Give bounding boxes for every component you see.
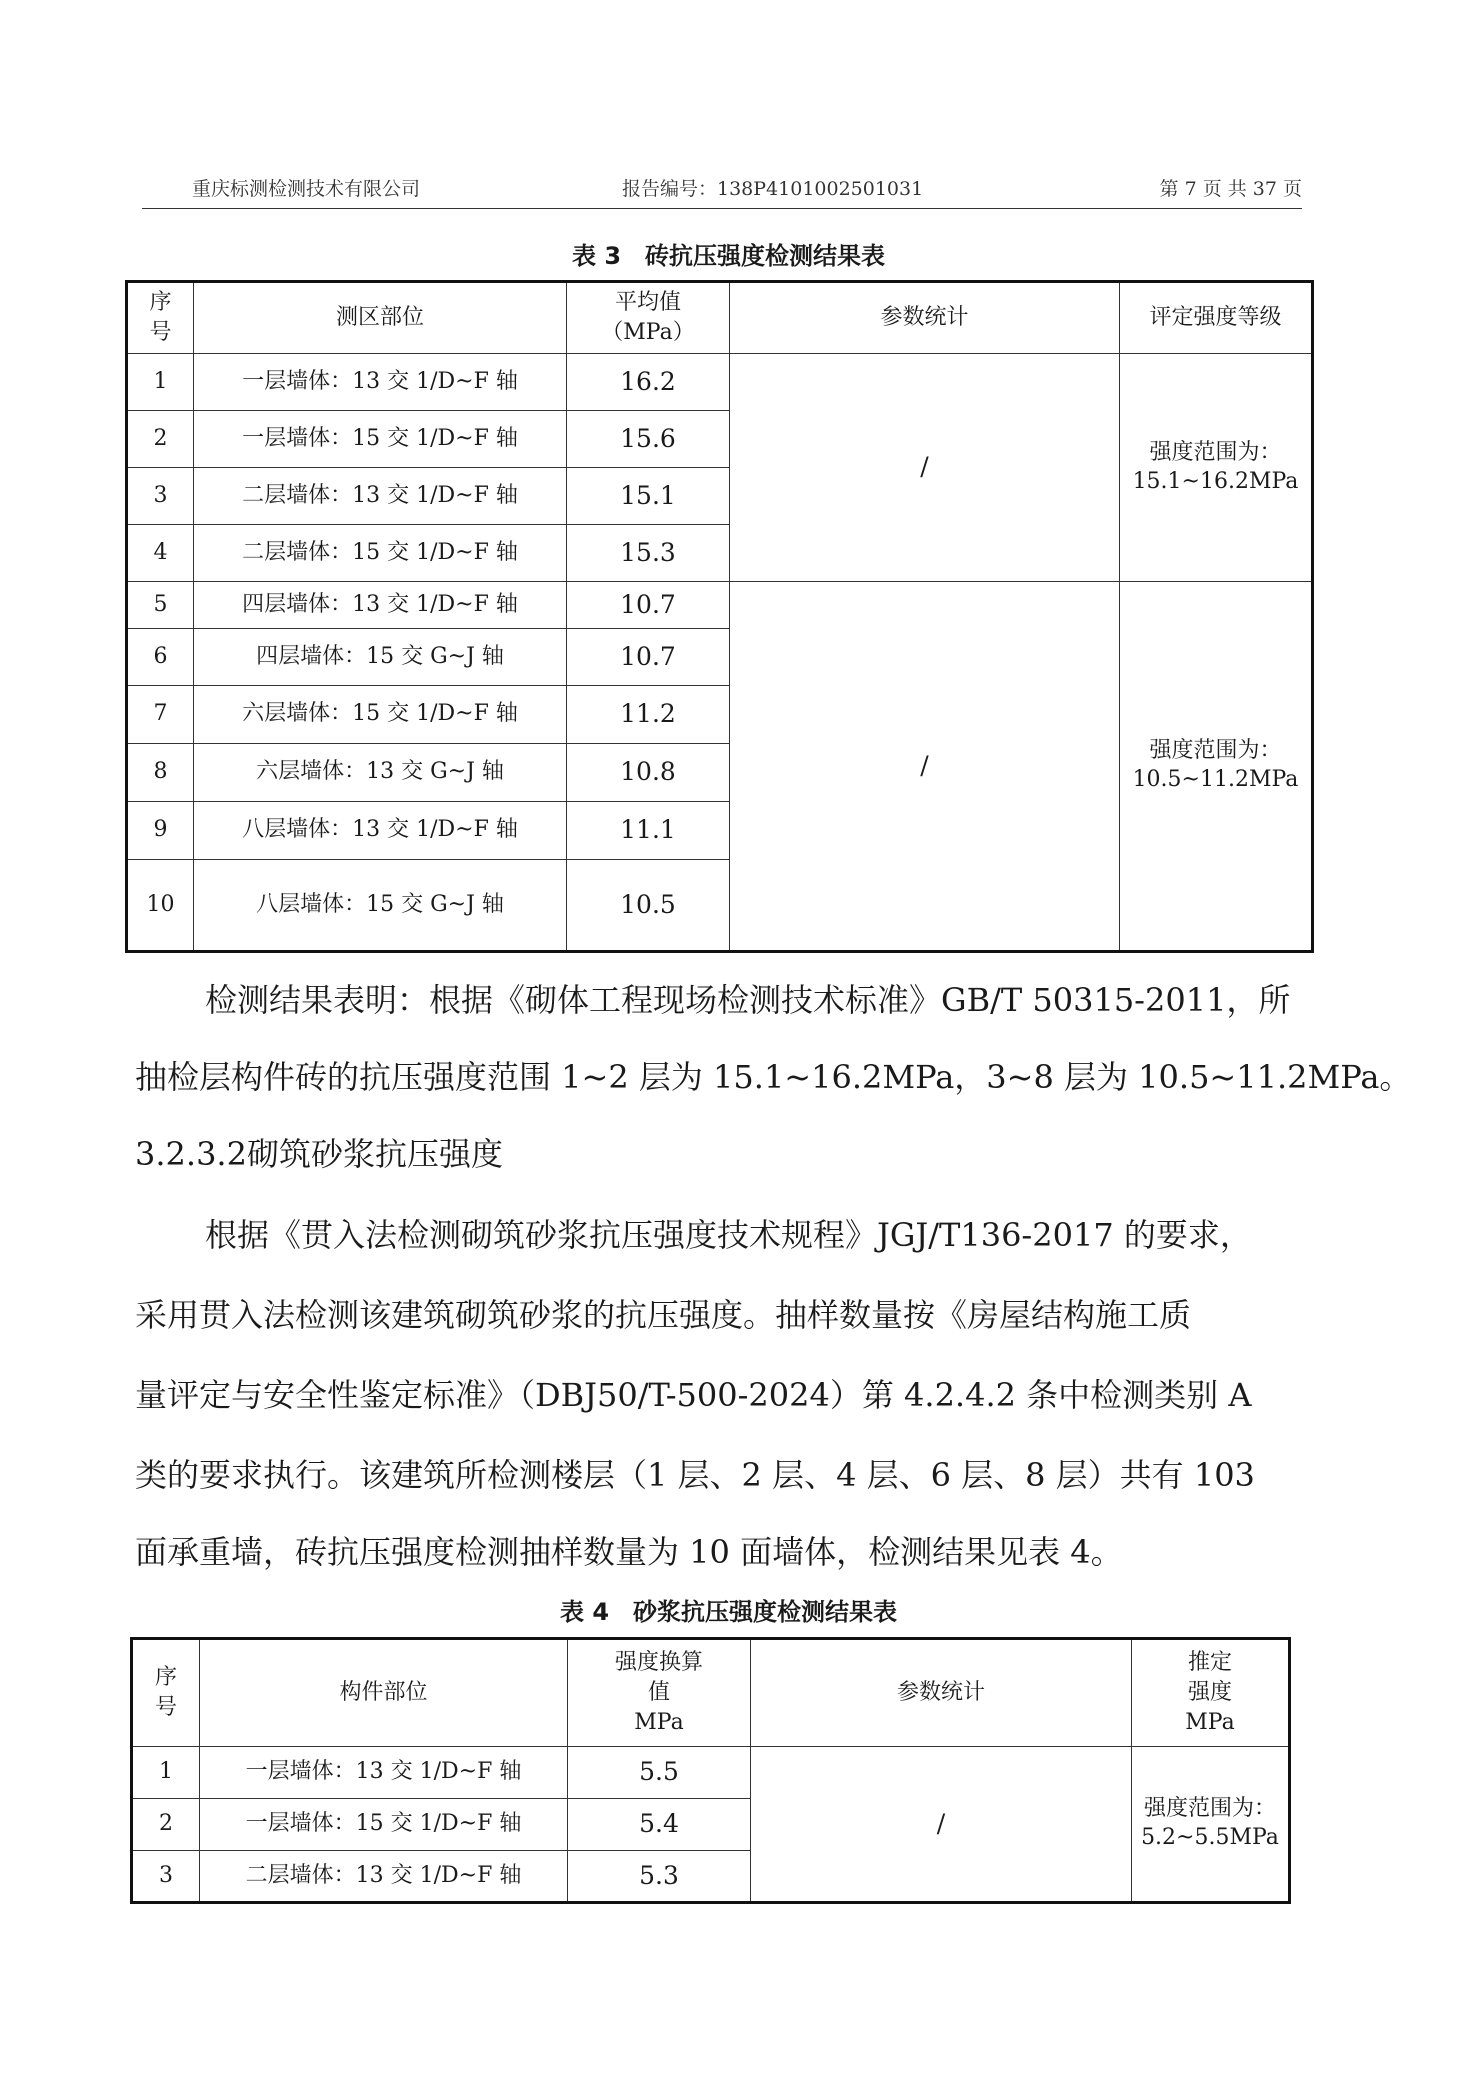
method-paragraph-line2: 采用贯入法检测该建筑砌筑砂浆的抗压强度。抽样数量按《房屋结构施工质: [135, 1296, 1192, 1334]
row-value: 15.6: [567, 411, 730, 468]
table3-brick-strength: [125, 280, 1314, 953]
row-location: 一层墙体：15 交 1/D~F 轴: [194, 411, 567, 468]
row-location: 四层墙体：13 交 1/D~F 轴: [194, 582, 567, 629]
page-header: [142, 168, 1302, 209]
table3-group1-stats: /: [730, 354, 1120, 582]
row-no: 1: [132, 1747, 200, 1799]
grade-line1: 强度范围为：: [1149, 439, 1282, 465]
grade-line1: 强度范围为：: [1149, 738, 1282, 764]
row-location: 一层墙体：13 交 1/D~F 轴: [200, 1747, 568, 1799]
table4-header-estimated: 推定 强度 MPa: [1132, 1639, 1290, 1747]
row-value: 15.1: [567, 468, 730, 525]
row-location: 一层墙体：13 交 1/D~F 轴: [194, 354, 567, 411]
row-location: 八层墙体：13 交 1/D~F 轴: [194, 802, 567, 860]
method-paragraph-line3: 量评定与安全性鉴定标准》（DBJ50/T-500-2024）第 4.2.4.2 条中检测类别 A: [135, 1376, 1252, 1414]
row-no: 3: [127, 468, 194, 525]
row-location: 二层墙体：15 交 1/D~F 轴: [194, 525, 567, 582]
grade-line2: 5.2~5.5MPa: [1141, 1825, 1279, 1850]
page-number: 第 7 页 共 37 页: [1159, 178, 1302, 200]
table3-header-no: 序 号: [127, 282, 194, 354]
table3-header-average: 平均值 （MPa）: [567, 282, 730, 354]
row-no: 9: [127, 802, 194, 860]
table3-caption: 表 3 砖抗压强度检测结果表: [571, 242, 886, 270]
table-row: [132, 1747, 1290, 1799]
table3-group2-grade: [1120, 582, 1313, 952]
row-no: 8: [127, 744, 194, 802]
row-value: 16.2: [567, 354, 730, 411]
table3-group2-stats: /: [730, 582, 1120, 952]
table3-group1-grade: [1120, 354, 1313, 582]
row-no: 1: [127, 354, 194, 411]
row-location: 二层墙体：13 交 1/D~F 轴: [200, 1851, 568, 1903]
company-name: 重庆标测检测技术有限公司: [192, 178, 421, 200]
table4-caption: 表 4 砂浆抗压强度检测结果表: [559, 1598, 898, 1626]
row-value: 11.2: [567, 686, 730, 744]
table-row: [127, 582, 1313, 629]
row-value: 5.4: [568, 1799, 751, 1851]
table3-header-grade: 评定强度等级: [1120, 282, 1313, 354]
result-paragraph-line2: 抽检层构件砖的抗压强度范围 1~2 层为 15.1~16.2MPa，3~8 层为 10.5~11.2MPa。: [135, 1058, 1412, 1096]
row-location: 六层墙体：13 交 G~J 轴: [194, 744, 567, 802]
result-paragraph-line1: 检测结果表明：根据《砌体工程现场检测技术标准》GB/T 50315-2011，所: [205, 981, 1291, 1019]
table3-header-stats: 参数统计: [730, 282, 1120, 354]
row-location: 四层墙体：15 交 G~J 轴: [194, 629, 567, 686]
grade-line2: 10.5~11.2MPa: [1132, 767, 1299, 792]
table4-group1-stats: /: [751, 1747, 1132, 1903]
table4-header-no: 序 号: [132, 1639, 200, 1747]
row-no: 10: [127, 860, 194, 952]
row-value: 15.3: [567, 525, 730, 582]
table-row: [127, 354, 1313, 411]
grade-line1: 强度范围为：: [1143, 1796, 1276, 1822]
row-no: 7: [127, 686, 194, 744]
method-paragraph-line4: 类的要求执行。该建筑所检测楼层（1 层、2 层、4 层、6 层、8 层）共有 103: [135, 1456, 1255, 1494]
row-value: 10.7: [567, 582, 730, 629]
table4-group1-grade: [1132, 1747, 1290, 1903]
method-paragraph-line1: 根据《贯入法检测砌筑砂浆抗压强度技术规程》JGJ/T136-2017 的要求，: [205, 1216, 1252, 1254]
row-value: 10.7: [567, 629, 730, 686]
grade-line2: 15.1~16.2MPa: [1132, 468, 1299, 494]
report-number: 报告编号：138P4101002501031: [622, 178, 924, 200]
row-no: 5: [127, 582, 194, 629]
row-no: 2: [132, 1799, 200, 1851]
table4-header-location: 构件部位: [200, 1639, 568, 1747]
row-value: 5.5: [568, 1747, 751, 1799]
table4-header-stats: 参数统计: [751, 1639, 1132, 1747]
row-no: 6: [127, 629, 194, 686]
row-value: 5.3: [568, 1851, 751, 1903]
method-paragraph-line5: 面承重墙，砖抗压强度检测抽样数量为 10 面墙体，检测结果见表 4。: [135, 1533, 1123, 1571]
row-no: 4: [127, 525, 194, 582]
table4-mortar-strength: [130, 1637, 1291, 1904]
table3-header-location: 测区部位: [194, 282, 567, 354]
row-no: 2: [127, 411, 194, 468]
row-location: 一层墙体：15 交 1/D~F 轴: [200, 1799, 568, 1851]
row-location: 二层墙体：13 交 1/D~F 轴: [194, 468, 567, 525]
row-value: 10.8: [567, 744, 730, 802]
row-value: 10.5: [567, 860, 730, 952]
section-heading: 3.2.3.2砌筑砂浆抗压强度: [135, 1135, 503, 1173]
row-value: 11.1: [567, 802, 730, 860]
row-location: 八层墙体：15 交 G~J 轴: [194, 860, 567, 952]
row-location: 六层墙体：15 交 1/D~F 轴: [194, 686, 567, 744]
row-no: 3: [132, 1851, 200, 1903]
table4-header-converted-value: 强度换算 值 MPa: [568, 1639, 751, 1747]
